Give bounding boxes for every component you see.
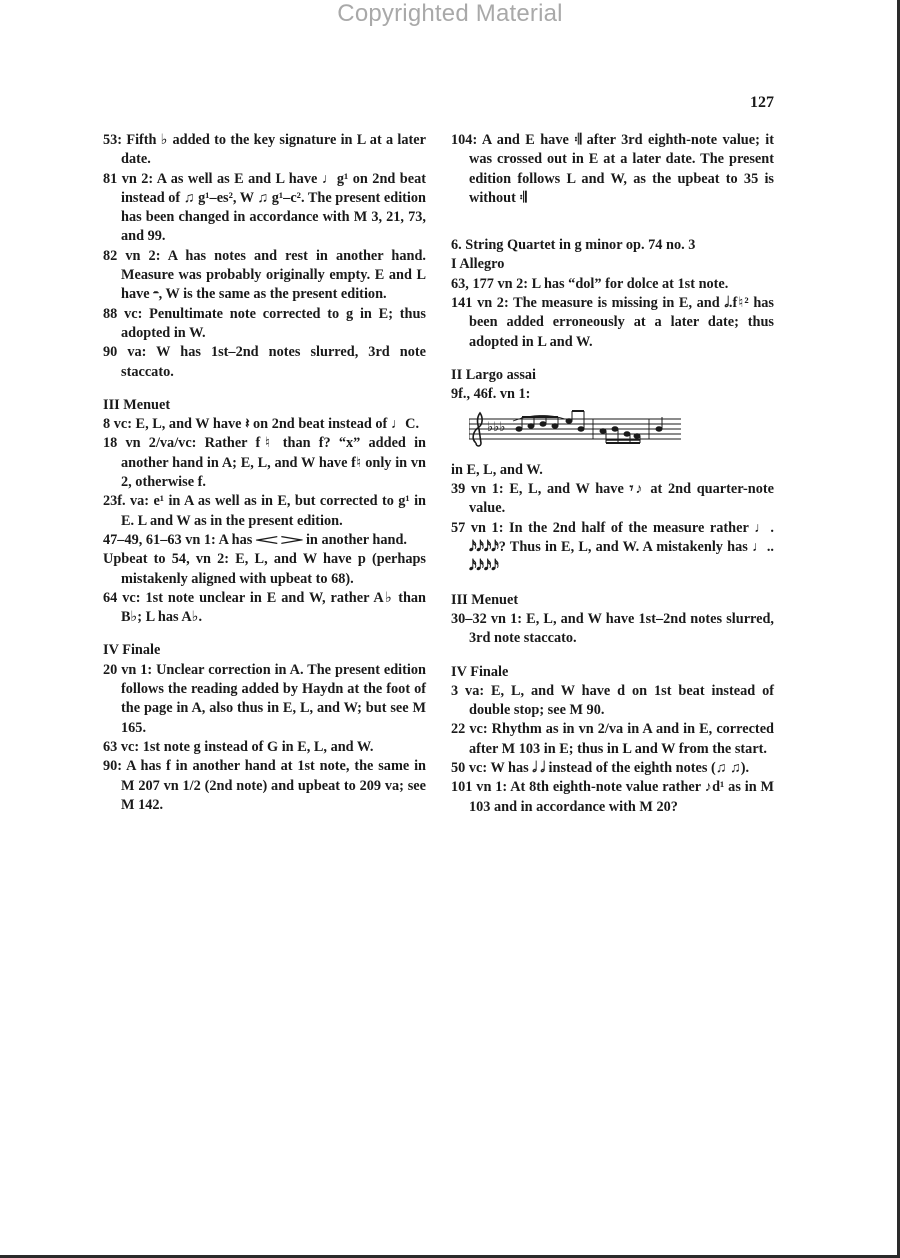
left-column [103, 131, 426, 815]
note-entry: 22 vc: Rhythm as in vn 2/va in A and in E, corrected after M 103 in E; thus in L and W from the start. [451, 721, 774, 757]
note-entry: 9f., 46f. vn 1: [451, 386, 531, 403]
note-entry: 101 vn 1: At 8th eighth-note value rather ♪d¹ as in M 103 and in accordance with M 20? [451, 779, 774, 815]
movement-heading: I Allegro [451, 256, 505, 273]
page-number: 127 [750, 94, 774, 111]
music-staff-image [469, 409, 681, 453]
note-entry: in E, L, and W. [451, 461, 543, 478]
note-entry: 63, 177 vn 2: L has “dol” for dolce at 1st note. [451, 275, 729, 292]
note-entry: 90: A has f in another hand at 1st note, the same in M 207 vn 1/2 (2nd note) and upbeat to 209 va; see M 142. [103, 758, 426, 813]
note-entry: 57 vn 1: In the 2nd half of the measure rather ♩. 𝅘𝅥𝅯𝅘𝅥𝅯𝅘𝅥𝅯𝅘𝅥𝅯? Thus in E, L, and W. A mistakenly has ♩.. 𝅘𝅥𝅯𝅘𝅥𝅯𝅘𝅥𝅯𝅘𝅥𝅯 [451, 519, 774, 575]
note-entry: 81 vn 2: A as well as E and L have ♩g¹ on 2nd beat instead of ♫ g¹–es², W ♫ g¹–c². The present edition has been changed in accordance with M 3, 21, 73, and 99. [103, 170, 426, 245]
note-entry: 30–32 vn 1: E, L, and W have 1st–2nd notes slurred, 3rd note staccato. [451, 610, 774, 647]
note-entry: 23f. va: e¹ in A as well as in E, but corrected to g¹ in E. L and W as in the present edition. [103, 493, 426, 529]
movement-heading: IV Finale [103, 642, 161, 659]
note-entry: 20 vn 1: Unclear correction in A. The present edition follows the reading added by Haydn at the foot of the page in A, also thus in E, L, and W; but see M 165. [103, 661, 426, 736]
note-entry: 141 vn 2: The measure is missing in E, and 𝅗𝅥.f♮² has been added erroneously at a later date; thus adopted in L and W. [451, 295, 774, 350]
copyright-watermark: Copyrighted Material [337, 0, 563, 27]
note-entry: 88 vc: Penultimate note corrected to g in E; thus adopted in W. [103, 305, 426, 341]
movement-heading: II Largo assai [451, 366, 536, 383]
work-heading: 6. String Quartet in g minor op. 74 no. 3 [451, 237, 696, 254]
note-entry: 104: A and E have 𝄇 after 3rd eighth-note value; it was crossed out in E at a later date. The present edition follows L and W, as the upbeat to 35 is without 𝄇 [451, 132, 774, 206]
note-entry: 50 vc: W has 𝅗𝅥 𝅗𝅥 instead of the eighth notes (♫ ♫). [451, 760, 750, 777]
music-example [451, 409, 774, 459]
note-entry: 8 vc: E, L, and W have 𝄽 on 2nd beat instead of ♩C. [103, 416, 420, 433]
movement-heading: III Menuet [451, 591, 519, 608]
note-entry: 82 vn 2: A has notes and rest in another hand. Measure was probably originally empty. E and L have 𝄼, W is the same as the present edition. [103, 247, 426, 303]
note-entry: 18 vn 2/va/vc: Rather f♮ than f? “x” added in another hand in A; E, L, and W have f♮ only in vn 2, otherwise f. [103, 435, 426, 491]
movement-heading: IV Finale [451, 663, 509, 680]
note-entry: 3 va: E, L, and W have d on 1st beat instead of double stop; see M 90. [451, 682, 774, 719]
note-entry: 39 vn 1: E, L, and W have 𝄾♪ at 2nd quarter-note value. [451, 481, 774, 517]
note-entry: 53: Fifth ♭ added to the key signature in L at a later date. [103, 132, 426, 168]
note-entry: 90 va: W has 1st–2nd notes slurred, 3rd note staccato. [103, 344, 426, 380]
right-column [451, 131, 774, 817]
note-entry: 64 vc: 1st note unclear in E and W, rather A♭ than B♭; L has A♭. [103, 589, 426, 626]
note-entry: 63 vc: 1st note g instead of G in E, L, and W. [103, 738, 374, 755]
note-entry: 47–49, 61–63 vn 1: A has 𝆒 𝆓 in another hand. [103, 531, 408, 548]
svg-text:♭♭♭: ♭♭♭ [487, 419, 506, 435]
note-entry: Upbeat to 54, vn 2: E, L, and W have p (perhaps mistakenly aligned with upbeat to 68). [103, 551, 426, 587]
movement-heading: III Menuet [103, 396, 171, 413]
